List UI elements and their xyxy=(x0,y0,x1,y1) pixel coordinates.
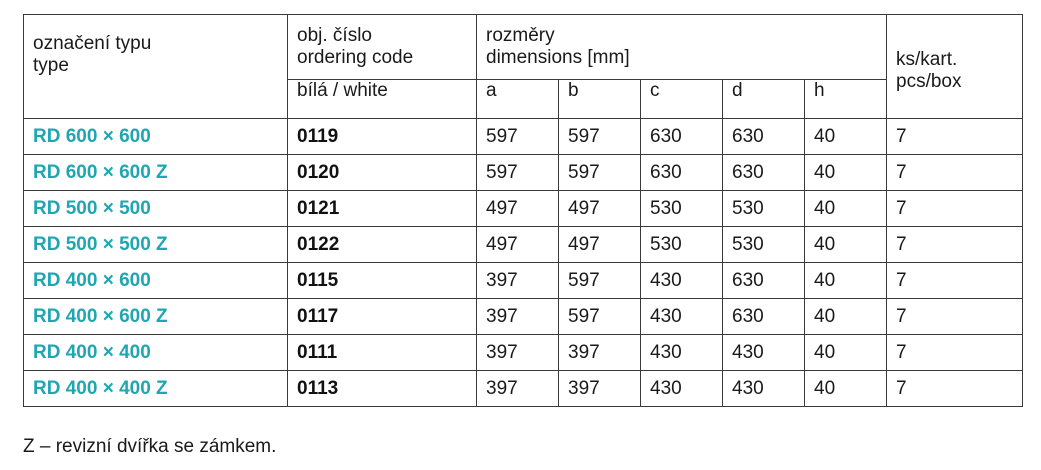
cell-b: 497 xyxy=(559,191,641,227)
cell-code: 0119 xyxy=(288,119,477,155)
cell-d: 630 xyxy=(723,155,805,191)
cell-c: 430 xyxy=(641,335,723,371)
table-row xyxy=(24,335,1023,371)
cell-b: 397 xyxy=(559,371,641,407)
cell-c: 430 xyxy=(641,299,723,335)
cell-c: 430 xyxy=(641,371,723,407)
cell-b: 397 xyxy=(559,335,641,371)
cell-code: 0122 xyxy=(288,227,477,263)
table-header xyxy=(24,15,1023,119)
cell-h: 40 xyxy=(805,371,887,407)
cell-type: RD 600 × 600 xyxy=(24,119,288,155)
header-dim-c: c xyxy=(641,80,723,119)
cell-code: 0120 xyxy=(288,155,477,191)
cell-b: 597 xyxy=(559,119,641,155)
cell-pcs: 7 xyxy=(887,299,1023,335)
table-row xyxy=(24,227,1023,263)
cell-h: 40 xyxy=(805,299,887,335)
cell-h: 40 xyxy=(805,155,887,191)
cell-type: RD 400 × 400 Z xyxy=(24,371,288,407)
header-pcs-en: pcs/box xyxy=(896,71,962,92)
cell-b: 497 xyxy=(559,227,641,263)
header-type-en: type xyxy=(33,55,69,76)
cell-pcs: 7 xyxy=(887,119,1023,155)
cell-type: RD 400 × 600 xyxy=(24,263,288,299)
header-code xyxy=(288,15,477,80)
cell-a: 397 xyxy=(477,299,559,335)
cell-b: 597 xyxy=(559,155,641,191)
cell-d: 530 xyxy=(723,191,805,227)
header-dim-b: b xyxy=(559,80,641,119)
cell-pcs: 7 xyxy=(887,155,1023,191)
cell-pcs: 7 xyxy=(887,263,1023,299)
cell-d: 630 xyxy=(723,263,805,299)
cell-pcs: 7 xyxy=(887,191,1023,227)
table-body xyxy=(24,119,1023,407)
cell-c: 530 xyxy=(641,227,723,263)
header-code-sub: bílá / white xyxy=(288,80,477,119)
cell-c: 430 xyxy=(641,263,723,299)
table-row xyxy=(24,119,1023,155)
cell-d: 430 xyxy=(723,371,805,407)
cell-code: 0121 xyxy=(288,191,477,227)
cell-b: 597 xyxy=(559,263,641,299)
footnote: Z – revizní dvířka se zámkem. xyxy=(23,436,277,457)
cell-type: RD 400 × 400 xyxy=(24,335,288,371)
product-table xyxy=(23,14,1023,407)
cell-d: 430 xyxy=(723,335,805,371)
header-dim-h: h xyxy=(805,80,887,119)
cell-h: 40 xyxy=(805,191,887,227)
cell-h: 40 xyxy=(805,119,887,155)
header-dim-a: a xyxy=(477,80,559,119)
cell-a: 597 xyxy=(477,155,559,191)
cell-a: 397 xyxy=(477,263,559,299)
table-row xyxy=(24,263,1023,299)
header-dim-d: d xyxy=(723,80,805,119)
header-pcs-cz: ks/kart. xyxy=(896,49,958,70)
cell-code: 0113 xyxy=(288,371,477,407)
cell-a: 497 xyxy=(477,191,559,227)
cell-code: 0115 xyxy=(288,263,477,299)
cell-c: 630 xyxy=(641,155,723,191)
cell-c: 630 xyxy=(641,119,723,155)
cell-h: 40 xyxy=(805,263,887,299)
cell-code: 0117 xyxy=(288,299,477,335)
cell-a: 397 xyxy=(477,371,559,407)
header-pcs xyxy=(887,15,1023,119)
cell-type: RD 500 × 500 Z xyxy=(24,227,288,263)
header-dims-cz: rozměry xyxy=(486,25,555,46)
cell-d: 530 xyxy=(723,227,805,263)
header-dimensions xyxy=(477,15,887,80)
cell-type: RD 400 × 600 Z xyxy=(24,299,288,335)
cell-type: RD 500 × 500 xyxy=(24,191,288,227)
cell-pcs: 7 xyxy=(887,371,1023,407)
cell-a: 497 xyxy=(477,227,559,263)
cell-c: 530 xyxy=(641,191,723,227)
header-type-cz: označení typu xyxy=(33,33,152,54)
header-code-cz: obj. číslo xyxy=(297,25,372,46)
cell-d: 630 xyxy=(723,299,805,335)
cell-b: 597 xyxy=(559,299,641,335)
cell-code: 0111 xyxy=(288,335,477,371)
table-row xyxy=(24,299,1023,335)
table-row xyxy=(24,191,1023,227)
table-row xyxy=(24,371,1023,407)
cell-pcs: 7 xyxy=(887,335,1023,371)
cell-h: 40 xyxy=(805,335,887,371)
cell-h: 40 xyxy=(805,227,887,263)
cell-type: RD 600 × 600 Z xyxy=(24,155,288,191)
cell-d: 630 xyxy=(723,119,805,155)
header-code-en: ordering code xyxy=(297,47,414,68)
cell-a: 397 xyxy=(477,335,559,371)
header-dims-en: dimensions [mm] xyxy=(486,47,630,68)
cell-pcs: 7 xyxy=(887,227,1023,263)
table-row xyxy=(24,155,1023,191)
cell-a: 597 xyxy=(477,119,559,155)
header-type xyxy=(24,15,288,119)
